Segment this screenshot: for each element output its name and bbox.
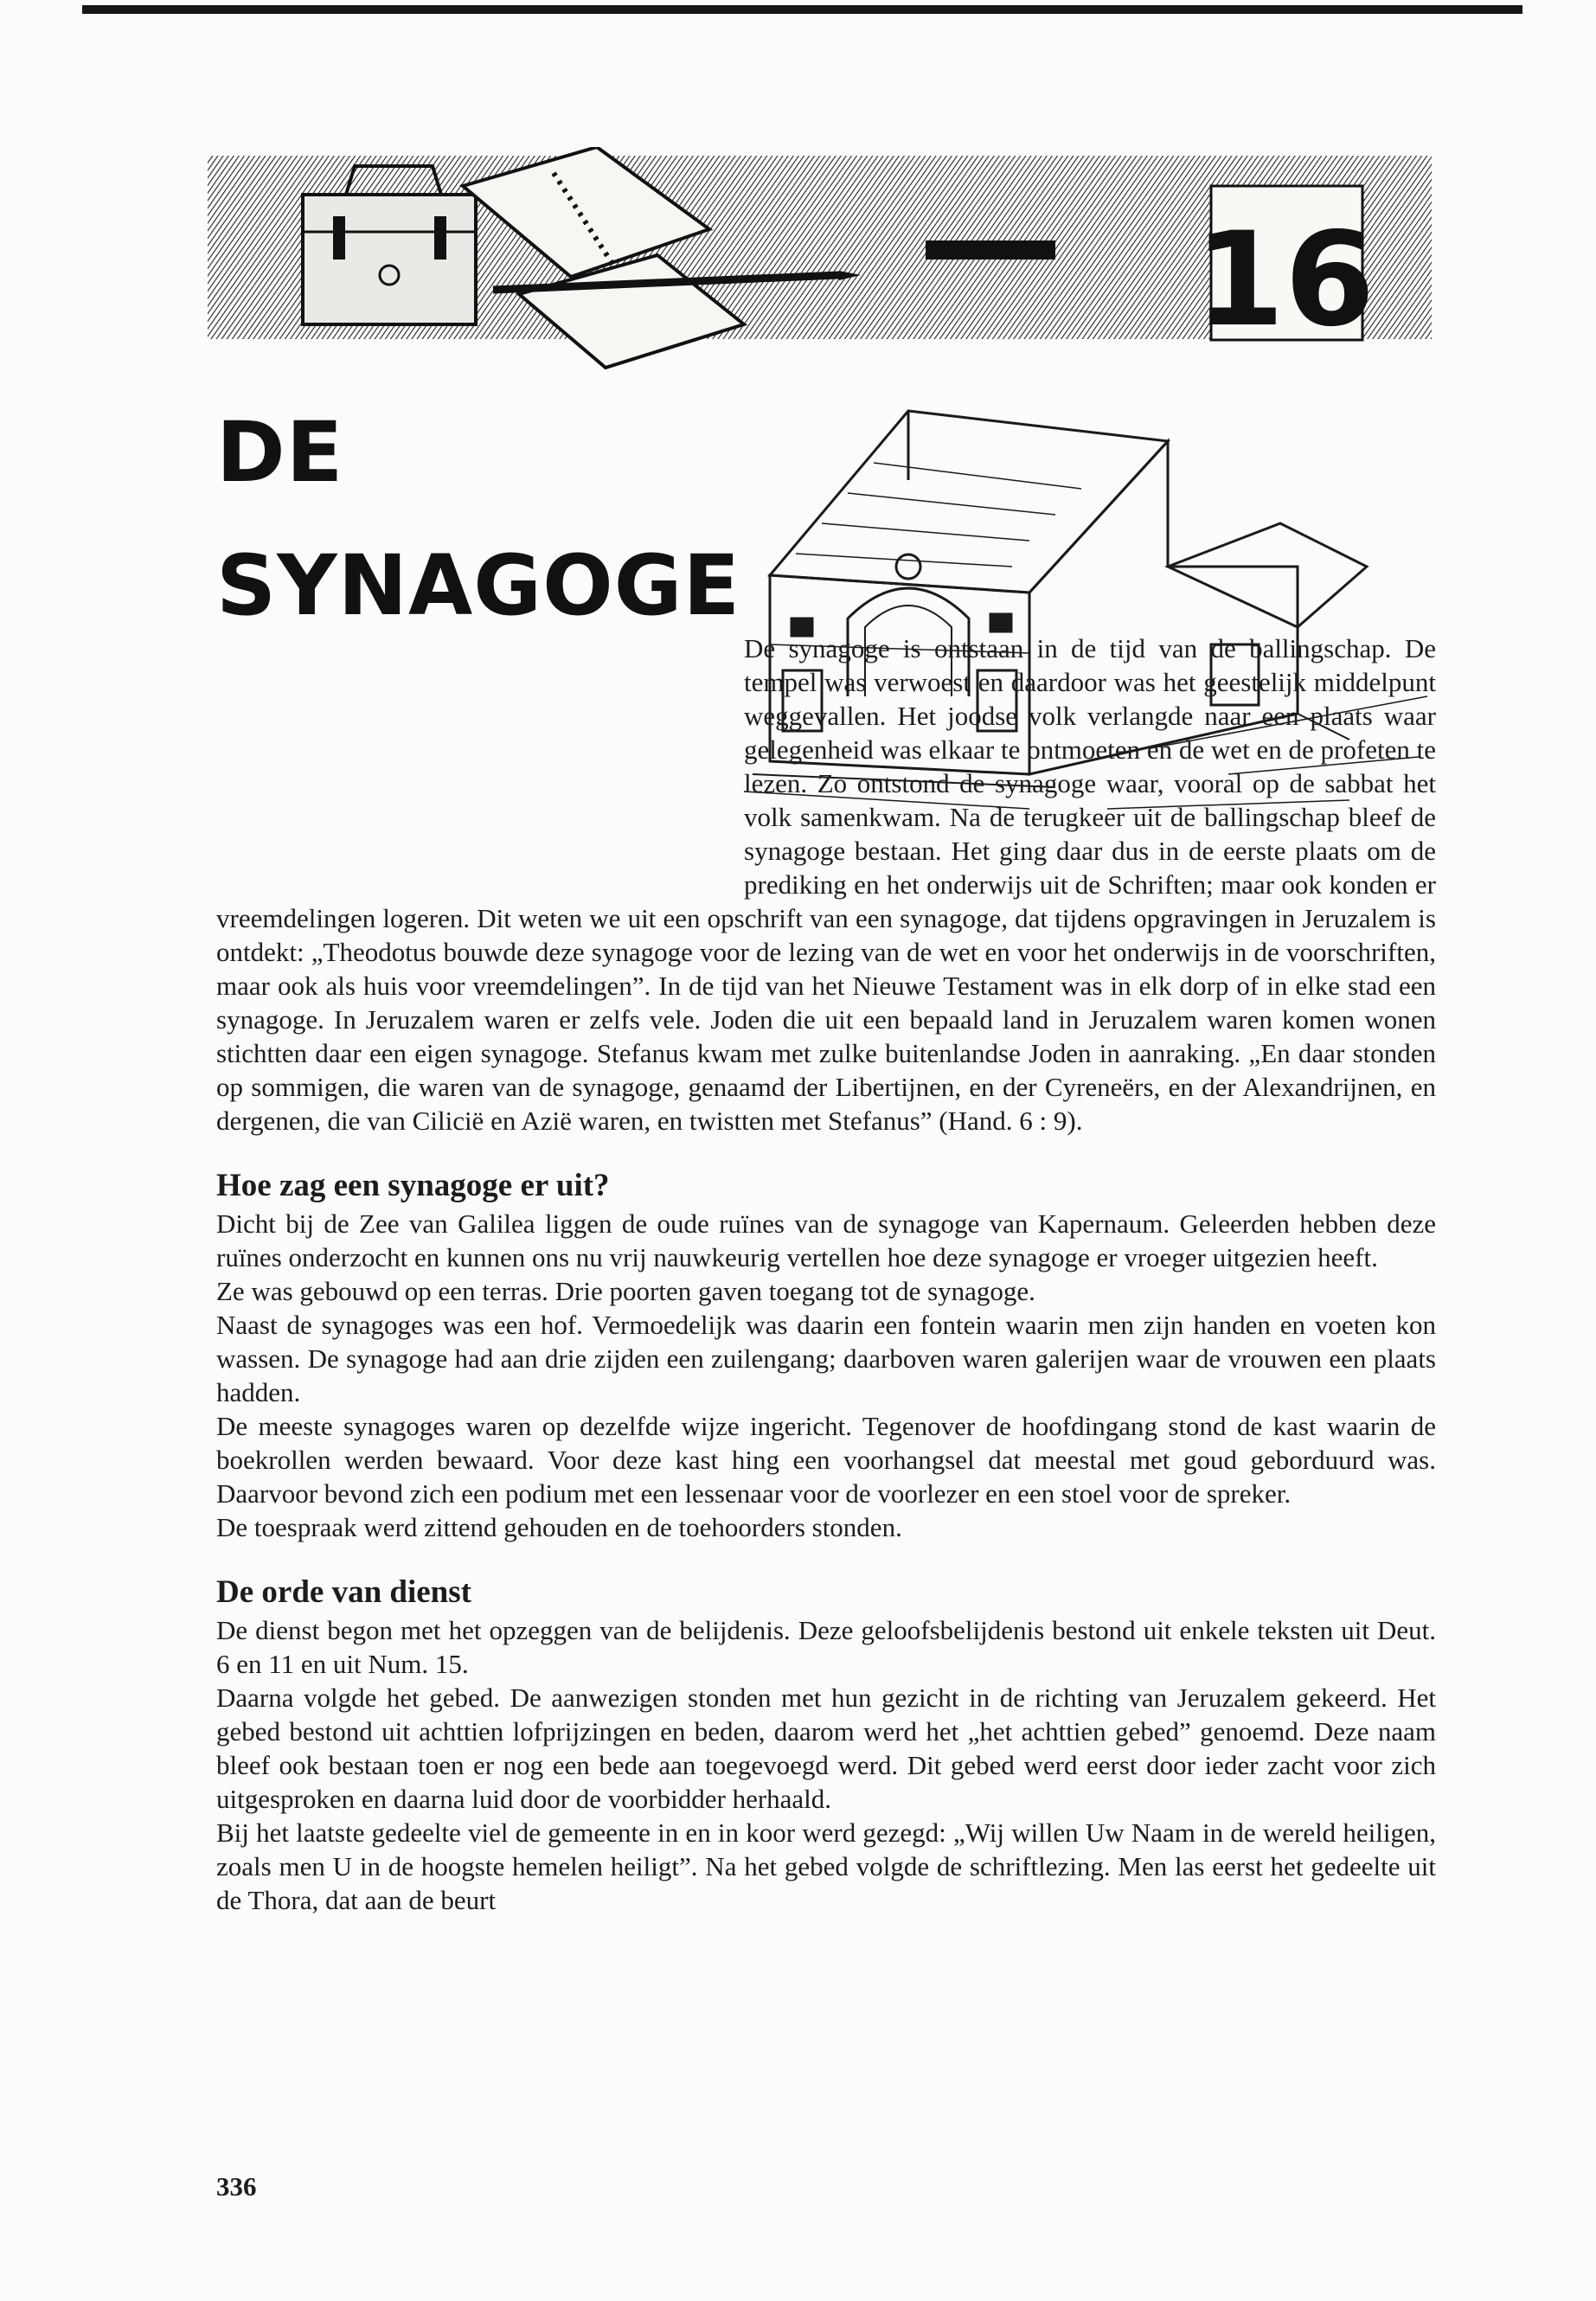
appearance-paragraph-2: Ze was gebouwd op een terras. Drie poorten gaven toegang tot de synagoge. [216,1276,1035,1306]
service-paragraph-2: Daarna volgde het gebed. De aanwezigen stonden met hun gezicht in de richting van Jeruzalem gekeerd. Het gebed bestond uit achttien lofprijzingen en beden, daarom werd het „het achttien gebed” genoemd. Deze naam bleef ook bestaan toen er nog een bede aan toegevoegd werd. Dit gebed werd eerst door ieder zacht voor zich uitgesproken en daarna luid door de voorbidder herhaald. [216,1682,1436,1814]
intro-paragraph: De synagoge is ontstaan in de tijd van de ballingschap. De tempel was verwoest en daardoor was het geestelijk middelpunt weggevallen. Het joodse volk verlangde naar een plaats waar gelegenheid was elkaar te ontmoeten en de wet en de profeten te lezen. Zo ontstond de synagoge waar, vooral op de sabbat het volk samenkwam. Na de terugkeer uit de ballingschap bleef de synagoge bestaan. Het ging daar dus in de eerste plaats om de prediking en het onderwijs uit de Schriften; maar ook konden er vreemdelingen logeren. Dit weten we uit een opschrift van een synagoge, dat tijdens opgravingen in Jeruzalem is ontdekt: „Theodotus bouwde deze synagoge voor de lezing van de wet en voor het onderwijs in de voorschriften, maar ook als huis voor vreemdelingen”. In de tijd van het Nieuwe Testament was in elk dorp of in elke stad een synagoge. In Jeruzalem waren er zelfs vele. Joden die uit een bepaald land in Jeruzalem waren komen wonen stichtten daar een eigen synagoge. Stefanus kwam met zulke buitenlandse Joden in aanraking. „En daar stonden op sommigen, die waren van de synagoge, genaamd der Libertijnen, en der Cyreneërs, en der Alexandrijnen, en dergenen, die van Cilicië en Azië waren, en twistten met Stefanus” (Hand. 6 : 9). [216,633,1436,1136]
service-paragraph-1: De dienst begon met het opzeggen van de belijdenis. Deze geloofsbelijdenis bestond uit enkele teksten uit Deut. 6 en 11 en uit Num. 15. [216,1615,1436,1679]
section-heading-appearance: Hoe zag een synagoge er uit? [216,1168,610,1203]
section-heading-service-order: De orde van dienst [216,1574,471,1610]
appearance-paragraph-4: De meeste synagoges waren op dezelfde wijze ingericht. Tegenover de hoofdingang stond de kast waarin de boekrollen werden bewaard. Voor deze kast hing een voorhangsel dat meestal met goud geborduurd was. Daarvoor bevond zich een podium met een lessenaar voor de voorlezer en een stoel voor de spreker. [216,1411,1436,1509]
title-line-1: DE [216,404,344,501]
appearance-paragraph-3: Naast de synagoges was een hof. Vermoedelijk was daarin een fontein waarin men zijn handen en voeten kon wassen. De synagoge had aan drie zijden een zuilengang; daarboven waren galerijen waar de vrouwen een plaats hadden. [216,1310,1436,1407]
page-number: 336 [216,2171,257,2202]
appearance-paragraph-5: De toespraak werd zittend gehouden en de toehoorders stonden. [216,1512,902,1542]
service-paragraph-3: Bij het laatste gedeelte viel de gemeente in en in koor werd gezegd: „Wij willen Uw Naam in de wereld heiligen, zoals men U in de hoogste hemelen heiligt”. Na het gebed volgde de schriftlezing. Men las eerst het gedeelte uit de Thora, dat aan de beurt [216,1817,1436,1915]
dash-mark [926,240,1055,260]
appearance-paragraph-1: Dicht bij de Zee van Galilea liggen de oude ruïnes van de synagoge van Kapernaum. Geleerden hebben deze ruïnes onderzocht en kunnen ons nu vrij nauwkeurig vertellen hoe deze synagoge er vroeger uitgezien heeft. [216,1208,1436,1272]
article-body [216,631,1436,1917]
chapter-number: 16 [1194,205,1375,356]
top-rule [82,5,1522,14]
page-title [216,394,753,634]
title-line-2: SYNAGOGE [216,537,741,634]
illustration-float-spacer [216,631,744,900]
chapter-banner [208,147,1432,394]
